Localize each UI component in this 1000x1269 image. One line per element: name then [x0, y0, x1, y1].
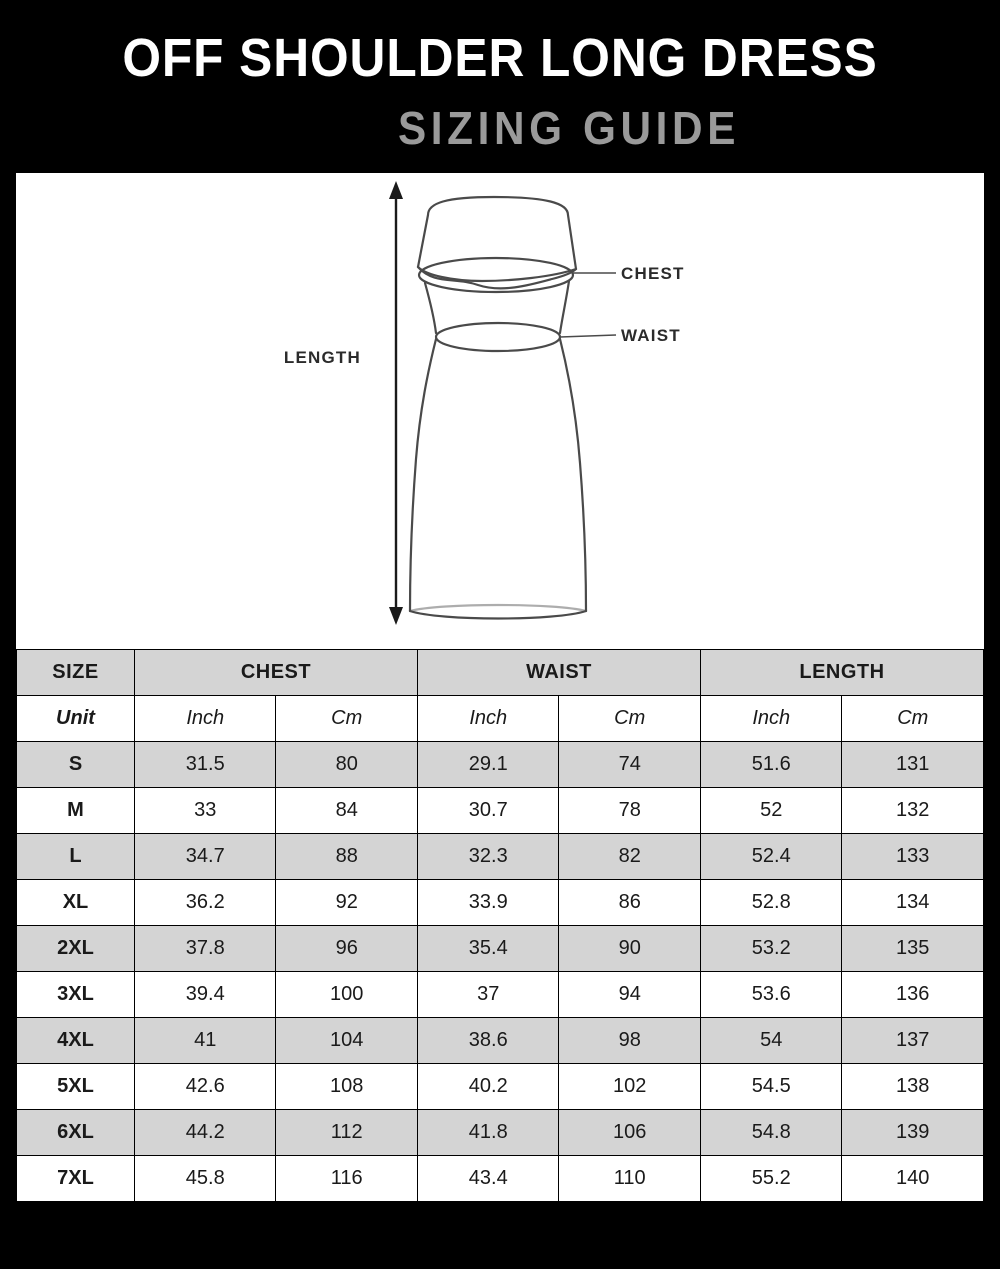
- cell-length-cm: 132: [842, 787, 984, 833]
- cell-length-cm: 136: [842, 971, 984, 1017]
- table-row: [17, 1155, 984, 1201]
- cell-size: 2XL: [17, 925, 135, 971]
- cell-chest-cm: 80: [276, 741, 418, 787]
- cell-size: 7XL: [17, 1155, 135, 1201]
- cell-length-inch: 52: [700, 787, 842, 833]
- cell-chest-inch: 34.7: [134, 833, 276, 879]
- cell-waist-inch: 35.4: [417, 925, 559, 971]
- unit-chest-cm: Cm: [276, 695, 418, 741]
- cell-length-inch: 51.6: [700, 741, 842, 787]
- cell-waist-cm: 98: [559, 1017, 701, 1063]
- cell-size: M: [17, 787, 135, 833]
- cell-length-inch: 52.8: [700, 879, 842, 925]
- unit-chest-inch: Inch: [134, 695, 276, 741]
- unit-length-cm: Cm: [842, 695, 984, 741]
- cell-length-cm: 134: [842, 879, 984, 925]
- cell-length-cm: 133: [842, 833, 984, 879]
- cell-waist-inch: 43.4: [417, 1155, 559, 1201]
- cell-chest-cm: 92: [276, 879, 418, 925]
- table-row: [17, 971, 984, 1017]
- cell-length-inch: 53.2: [700, 925, 842, 971]
- table-header-row: [17, 649, 984, 695]
- cell-size: 3XL: [17, 971, 135, 1017]
- cell-chest-cm: 96: [276, 925, 418, 971]
- table-row: [17, 741, 984, 787]
- cell-waist-inch: 32.3: [417, 833, 559, 879]
- table-row: [17, 1017, 984, 1063]
- cell-waist-inch: 29.1: [417, 741, 559, 787]
- cell-size: 6XL: [17, 1109, 135, 1155]
- arrow-head-top: [389, 181, 403, 199]
- cell-length-inch: 55.2: [700, 1155, 842, 1201]
- cell-size: 4XL: [17, 1017, 135, 1063]
- unit-label: Unit: [17, 695, 135, 741]
- cell-length-cm: 131: [842, 741, 984, 787]
- page-title: OFF SHOULDER LONG DRESS: [122, 28, 878, 88]
- table-row: [17, 833, 984, 879]
- cell-length-inch: 53.6: [700, 971, 842, 1017]
- table-row: [17, 925, 984, 971]
- cell-waist-cm: 90: [559, 925, 701, 971]
- size-table-wrapper: [16, 649, 984, 1202]
- table-row: [17, 1063, 984, 1109]
- cell-chest-cm: 112: [276, 1109, 418, 1155]
- header-chest: CHEST: [134, 649, 417, 695]
- table-body: [17, 695, 984, 1201]
- cell-chest-cm: 108: [276, 1063, 418, 1109]
- cell-waist-cm: 74: [559, 741, 701, 787]
- cell-waist-inch: 40.2: [417, 1063, 559, 1109]
- cell-size: S: [17, 741, 135, 787]
- header: [0, 0, 1000, 173]
- cell-length-cm: 139: [842, 1109, 984, 1155]
- cell-waist-cm: 82: [559, 833, 701, 879]
- cell-length-inch: 54: [700, 1017, 842, 1063]
- cell-length-inch: 52.4: [700, 833, 842, 879]
- length-label: LENGTH: [283, 347, 361, 367]
- cell-waist-cm: 110: [559, 1155, 701, 1201]
- dress-illustration-panel: [16, 173, 984, 649]
- header-waist: WAIST: [417, 649, 700, 695]
- cell-length-cm: 137: [842, 1017, 984, 1063]
- unit-waist-inch: Inch: [417, 695, 559, 741]
- cell-waist-cm: 102: [559, 1063, 701, 1109]
- cell-chest-inch: 33: [134, 787, 276, 833]
- table-row: [17, 787, 984, 833]
- cell-waist-cm: 94: [559, 971, 701, 1017]
- cell-size: XL: [17, 879, 135, 925]
- cell-chest-cm: 100: [276, 971, 418, 1017]
- arrow-head-bottom: [389, 607, 403, 625]
- cell-waist-inch: 37: [417, 971, 559, 1017]
- cell-size: L: [17, 833, 135, 879]
- cell-chest-inch: 41: [134, 1017, 276, 1063]
- header-size: SIZE: [17, 649, 135, 695]
- cell-length-cm: 138: [842, 1063, 984, 1109]
- header-length: LENGTH: [700, 649, 983, 695]
- cell-length-inch: 54.5: [700, 1063, 842, 1109]
- page-subtitle: SIZING GUIDE: [397, 101, 741, 154]
- cell-chest-inch: 42.6: [134, 1063, 276, 1109]
- cell-waist-inch: 33.9: [417, 879, 559, 925]
- cell-chest-inch: 37.8: [134, 925, 276, 971]
- cell-chest-cm: 116: [276, 1155, 418, 1201]
- dress-diagram: [16, 173, 984, 649]
- cell-length-inch: 54.8: [700, 1109, 842, 1155]
- cell-size: 5XL: [17, 1063, 135, 1109]
- chest-label: CHEST: [621, 263, 685, 283]
- cell-chest-inch: 39.4: [134, 971, 276, 1017]
- cell-chest-inch: 31.5: [134, 741, 276, 787]
- cell-waist-inch: 38.6: [417, 1017, 559, 1063]
- table-row-unit: [17, 695, 984, 741]
- cell-chest-inch: 44.2: [134, 1109, 276, 1155]
- cell-waist-inch: 41.8: [417, 1109, 559, 1155]
- cell-chest-cm: 104: [276, 1017, 418, 1063]
- cell-length-cm: 140: [842, 1155, 984, 1201]
- cell-waist-cm: 78: [559, 787, 701, 833]
- unit-waist-cm: Cm: [559, 695, 701, 741]
- table-head: [17, 649, 984, 695]
- unit-length-inch: Inch: [700, 695, 842, 741]
- cell-length-cm: 135: [842, 925, 984, 971]
- cell-chest-inch: 45.8: [134, 1155, 276, 1201]
- size-table: [16, 649, 984, 1202]
- cell-chest-inch: 36.2: [134, 879, 276, 925]
- waist-label: WAIST: [621, 325, 681, 345]
- table-row: [17, 879, 984, 925]
- table-row: [17, 1109, 984, 1155]
- cell-waist-cm: 86: [559, 879, 701, 925]
- cell-chest-cm: 84: [276, 787, 418, 833]
- cell-chest-cm: 88: [276, 833, 418, 879]
- cell-waist-cm: 106: [559, 1109, 701, 1155]
- cell-waist-inch: 30.7: [417, 787, 559, 833]
